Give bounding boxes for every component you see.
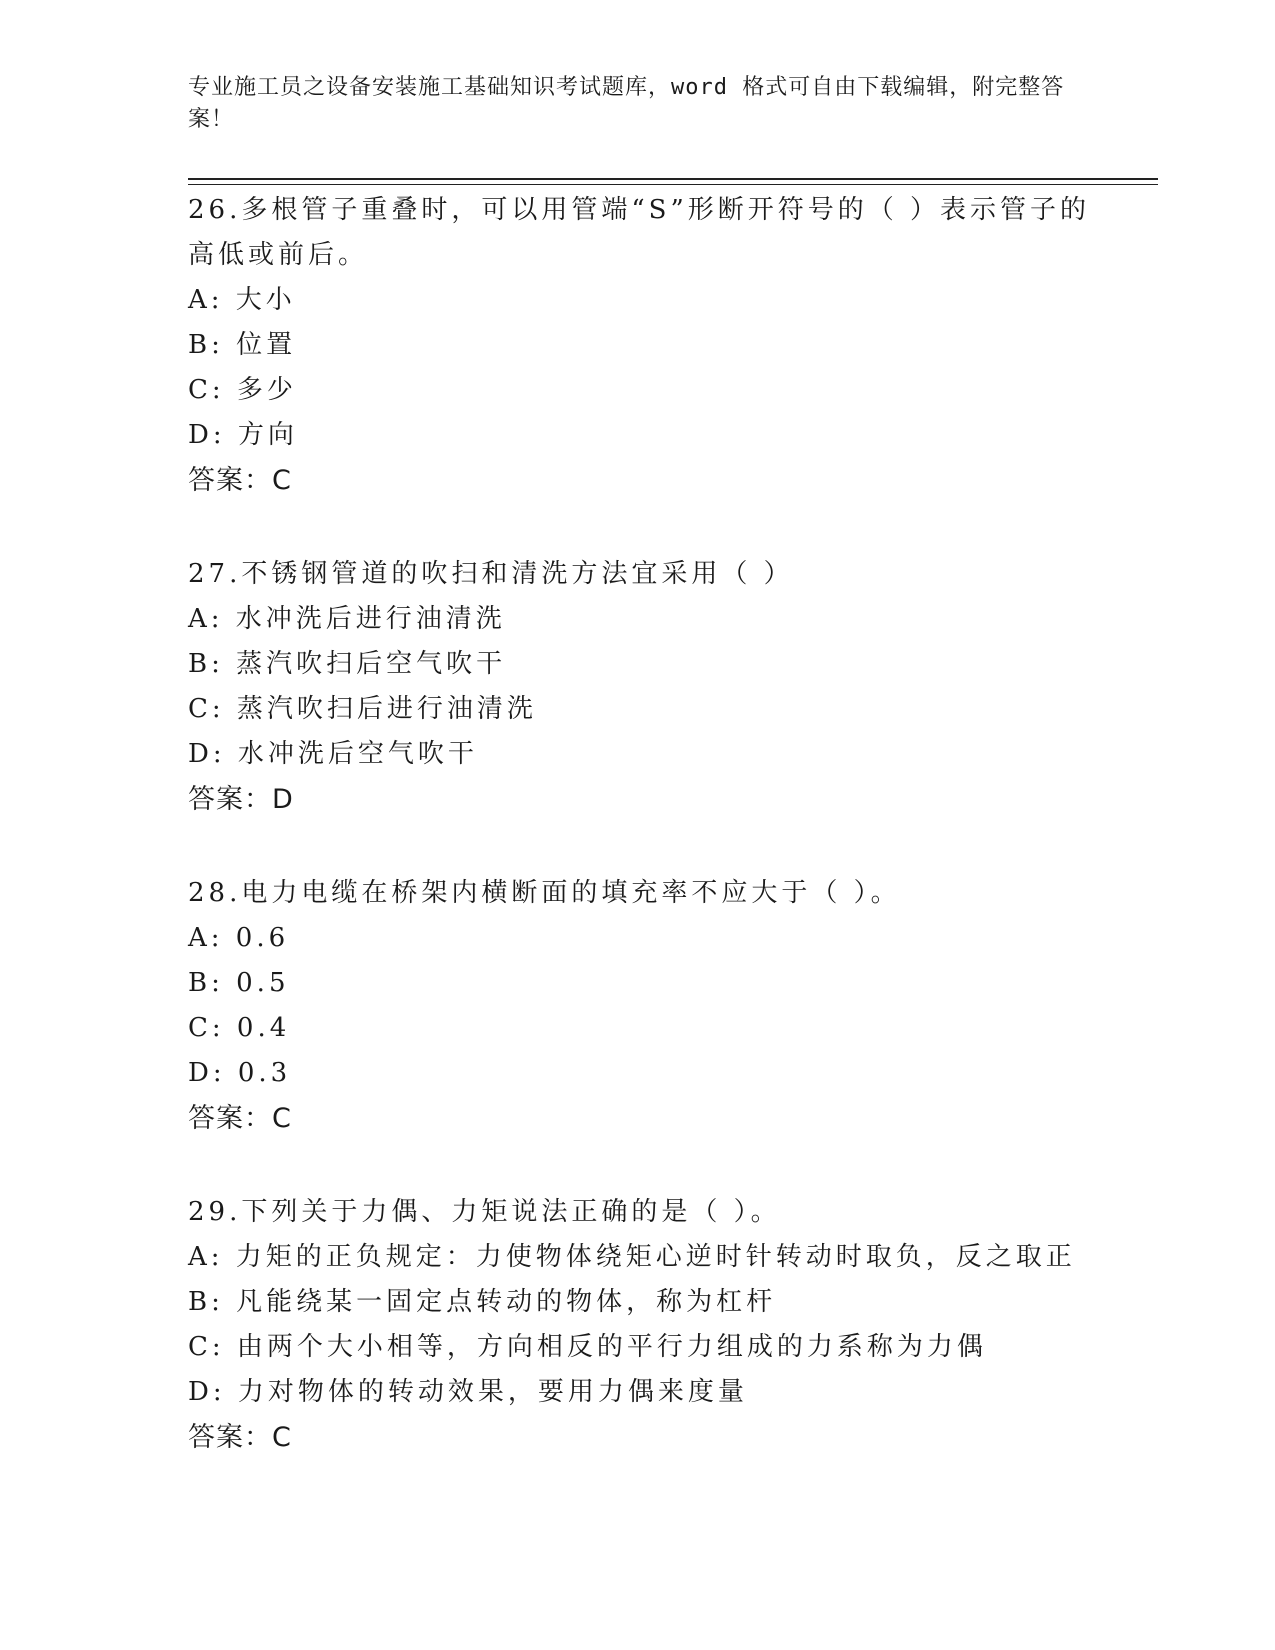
answer-text: 答案：C bbox=[188, 1103, 292, 1134]
option-b: B: 0.5 bbox=[188, 968, 290, 998]
question-text: 27.不锈钢管道的吹扫和清洗方法宜采用（ ） bbox=[188, 559, 794, 589]
answer-text: 答案：D bbox=[188, 784, 294, 815]
option-b: B: 凡能绕某一固定点转动的物体，称为杠杆 bbox=[188, 1287, 777, 1317]
option-d: D: 方向 bbox=[188, 420, 298, 450]
option-a: A: 0.6 bbox=[188, 923, 290, 953]
option-c: C: 0.4 bbox=[188, 1013, 291, 1043]
header-divider-thin bbox=[188, 184, 1158, 185]
option-c: C: 蒸汽吹扫后进行油清洗 bbox=[188, 694, 537, 724]
option-a: A: 大小 bbox=[188, 285, 296, 315]
option-a: A: 力矩的正负规定：力使物体绕矩心逆时针转动时取负，反之取正 bbox=[188, 1242, 1076, 1272]
option-a: A: 水冲洗后进行油清洗 bbox=[188, 604, 506, 634]
document-header: 专业施工员之设备安装施工基础知识考试题库，word 格式可自由下载编辑，附完整答案！ bbox=[188, 75, 1065, 132]
question-text: 28.电力电缆在桥架内横断面的填充率不应大于（ ）。 bbox=[188, 878, 901, 908]
option-d: D: 0.3 bbox=[188, 1058, 292, 1088]
question-26 bbox=[188, 188, 1108, 503]
question-text: 26.多根管子重叠时，可以用管端“S”形断开符号的（ ）表示管子的高低或前后。 bbox=[188, 195, 1091, 270]
option-d: D: 水冲洗后空气吹干 bbox=[188, 739, 478, 769]
answer-text: 答案：C bbox=[188, 1422, 292, 1453]
answer-text: 答案：C bbox=[188, 465, 292, 496]
question-text: 29.下列关于力偶、力矩说法正确的是（ ）。 bbox=[188, 1197, 781, 1227]
option-b: B: 位置 bbox=[188, 330, 297, 360]
option-c: C: 由两个大小相等，方向相反的平行力组成的力系称为力偶 bbox=[188, 1332, 987, 1362]
question-29 bbox=[188, 1190, 1108, 1460]
header-divider-thick bbox=[188, 178, 1158, 180]
option-c: C: 多少 bbox=[188, 375, 297, 405]
option-b: B: 蒸汽吹扫后空气吹干 bbox=[188, 649, 507, 679]
question-28 bbox=[188, 871, 1108, 1141]
option-d: D: 力对物体的转动效果，要用力偶来度量 bbox=[188, 1377, 748, 1407]
question-27 bbox=[188, 552, 1108, 822]
